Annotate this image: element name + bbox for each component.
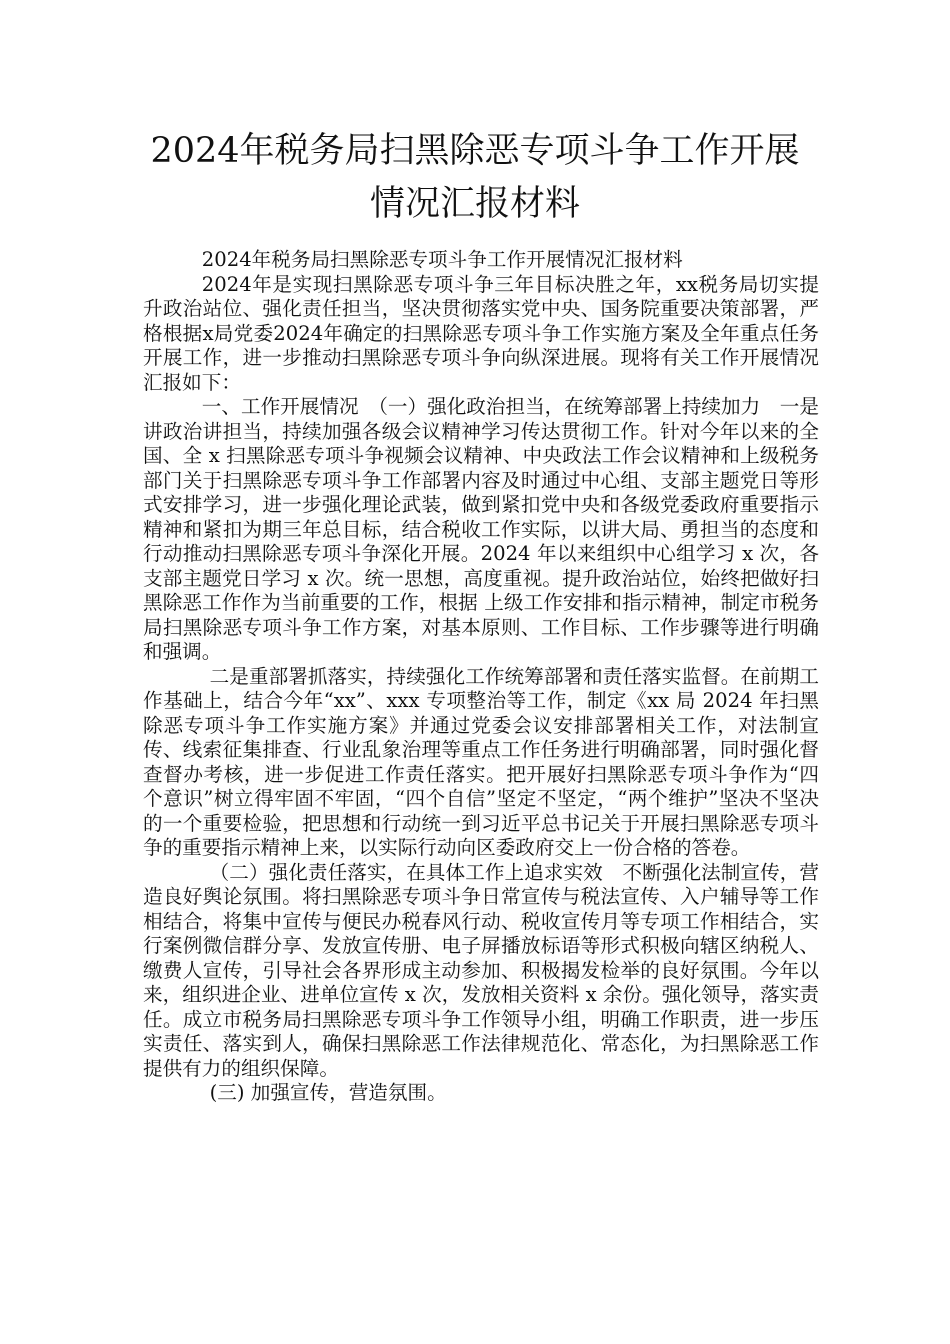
title-line-1: 2024年税务局扫黑除恶专项斗争工作开展 bbox=[150, 131, 800, 171]
paragraph-subtitle: 2024年税务局扫黑除恶专项斗争工作开展情况汇报材料 bbox=[201, 248, 683, 271]
title-line-2: 情况汇报材料 bbox=[369, 184, 580, 224]
paragraph-section-3: (三) 加强宣传，营造氛围。 bbox=[209, 1081, 447, 1104]
paragraph-section-1-part-2: 二是重部署抓落实，持续强化工作统筹部署和责任落实监督。在前期工作基础上，结合今年“xx”、xxx 专项整治等工作，制定《xx 局 2024 年扫黑除恶专项斗争工作实施方案》并通过党委会议安排部署相关工作，对法制宣传、线索征集排查、行业乱象治理等重点工作任务进行明确部署，同时强化督查督办考核，进一步促进工作责任落实。把开展好扫黑除恶专项斗争作为“四个意识”树立得牢固不牢固，“四个自信”坚定不坚定，“两个维护”坚决不坚决的一个重要检验，把思想和行动统一到习近平总书记关于开展扫黑除恶专项斗争的重要指示精神上来，以实际行动向区委政府交上一份合格的答卷。 bbox=[143, 664, 819, 859]
document-body bbox=[143, 248, 819, 1106]
paragraph-section-1: 一、工作开展情况 （一）强化政治担当，在统筹部署上持续加力 一是讲政治讲担当，持续加强各级会议精神学习传达贯彻工作。针对今年以来的全国、全 x 扫黑除恶专项斗争视频会议精神、中央政法工作会议精神和上级税务部门关于扫黑除恶专项斗争工作部署内容及时通过中心组、支部主题党日等形式安排学习，进一步强化理论武装，做到紧扣党中央和各级党委政府重要指示精神和紧扣为期三年总目标，结合税收工作实际，以讲大局、勇担当的态度和行动推动扫黑除恶专项斗争深化开展。2024 年以来组织中心组学习 x 次，各支部主题党日学习 x 次。统一思想，高度重视。提升政治站位，始终把做好扫黑除恶工作作为当前重要的工作，根据 上级工作安排和指示精神，制定市税务局扫黑除恶专项斗争工作方案，对基本原则、工作目标、工作步骤等进行明确和强调。 bbox=[143, 395, 819, 663]
paragraph-section-2: （二）强化责任落实，在具体工作上追求实效 不断强化法制宣传，营造良好舆论氛围。将扫黑除恶专项斗争日常宣传与税法宣传、入户辅导等工作相结合，将集中宣传与便民办税春风行动、税收宣传月等专项工作相结合，实行案例微信群分享、发放宣传册、电子屏播放标语等形式积极向辖区纳税人、缴费人宣传，引导社会各界形成主动参加、积极揭发检举的良好氛围。今年以来，组织进企业、进单位宣传 x 次，发放相关资料 x 余份。强化领导，落实责 任。成立市税务局扫黑除恶专项斗争工作领导小组，明确工作职责，进一步压实责任、落实到人，确保扫黑除恶工作法律规范化、常态化，为扫黑除恶工作提供有力的组织保障。 bbox=[143, 860, 819, 1080]
document-title bbox=[110, 125, 840, 231]
paragraph-intro: 2024年是实现扫黑除恶专项斗争三年目标决胜之年，xx税务局切实提升政治站位、强化责任担当，坚决贯彻落实党中央、国务院重要决策部署，严格根据x局党委2024年确定的扫黑除恶专项斗争工作实施方案及全年重点任务开展工作，进一步推动扫黑除恶专项斗争向纵深进展。现将有关工作开展情况汇报如下： bbox=[143, 272, 819, 394]
